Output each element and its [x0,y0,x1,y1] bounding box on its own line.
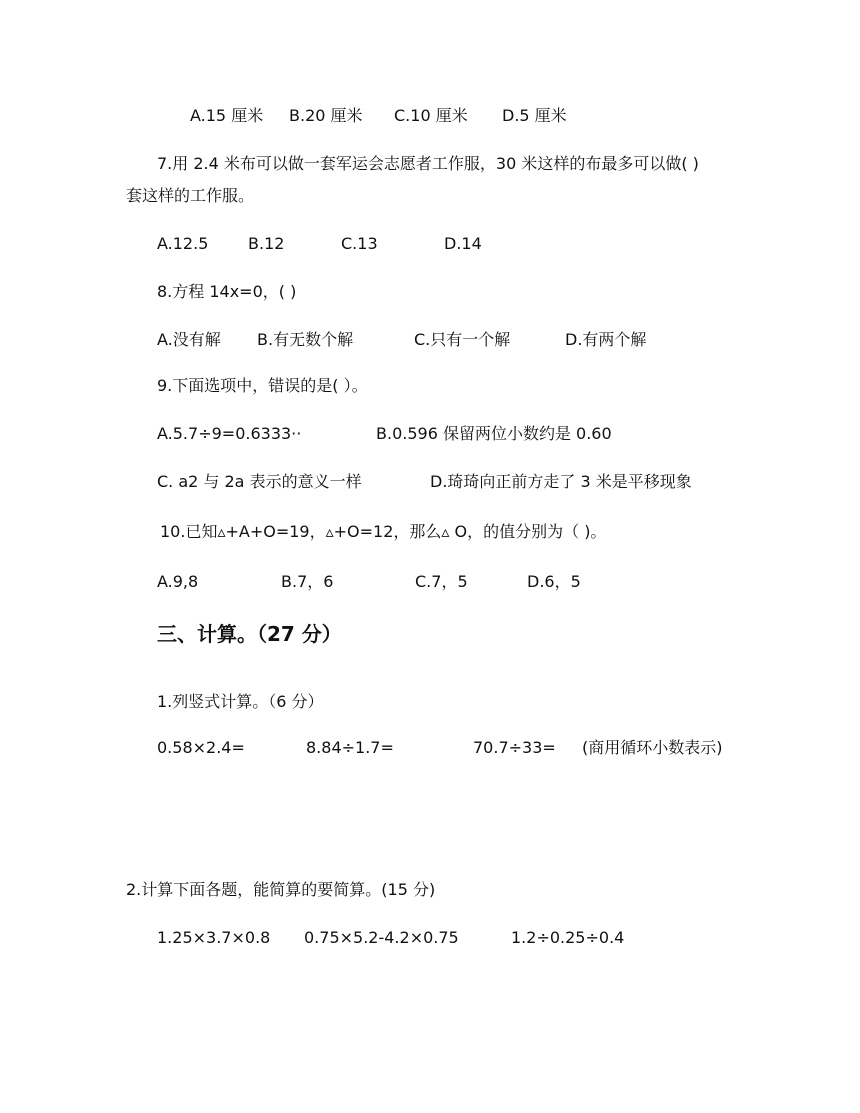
q7-option-b: B.12 [248,234,285,253]
q10-option-a: A.9,8 [157,572,199,591]
q7-question-line2: 套这样的工作服。 [126,186,255,205]
calc1-item-2: 8.84÷1.7= [306,738,394,757]
q6-option-b: B.20 厘米 [289,106,363,125]
q9-option-c: C. a2 与 2a 表示的意义一样 [157,472,362,491]
q8-question: 8.方程 14x=0，( ) [157,282,297,301]
calc1-item-3: 70.7÷33= [473,738,556,757]
q8-option-d: D.有两个解 [565,330,647,349]
q7-option-a: A.12.5 [157,234,209,253]
q9-option-d: D.琦琦向正前方走了 3 米是平移现象 [430,472,692,491]
q6-option-d: D.5 厘米 [502,106,567,125]
q7-option-d: D.14 [444,234,482,253]
q7-option-c: C.13 [341,234,378,253]
q9-option-a: A.5.7÷9=0.6333·· [157,424,302,443]
q9-question: 9.下面选项中，错误的是( ）。 [157,376,368,395]
calc2-item-3: 1.2÷0.25÷0.4 [511,928,625,947]
q6-option-a: A.15 厘米 [190,106,264,125]
calc1-instruction: 1.列竖式计算。（6 分） [157,692,324,711]
q9-option-b: B.0.596 保留两位小数约是 0.60 [376,424,612,443]
section-heading-calculation: 三、计算。（27 分） [157,622,342,646]
q10-option-d: D.6，5 [527,572,581,591]
calc2-item-2: 0.75×5.2-4.2×0.75 [304,928,459,947]
q6-option-c: C.10 厘米 [394,106,468,125]
q10-question: 10.已知▵+A+O=19，▵+O=12，那么▵ O，的值分别为（ )。 [160,522,607,541]
calc1-item-3-note: (商用循环小数表示) [582,738,723,757]
calc2-instruction: 2.计算下面各题，能简算的要简算。(15 分) [126,880,436,899]
q10-option-c: C.7，5 [415,572,468,591]
calc2-item-1: 1.25×3.7×0.8 [157,928,271,947]
q8-option-a: A.没有解 [157,330,221,349]
calc1-item-1: 0.58×2.4= [157,738,245,757]
q8-option-c: C.只有一个解 [414,330,511,349]
q8-option-b: B.有无数个解 [257,330,354,349]
q7-question-line1: 7.用 2.4 米布可以做一套军运会志愿者工作服，30 米这样的布最多可以做( ) [157,154,699,173]
q10-option-b: B.7，6 [281,572,334,591]
